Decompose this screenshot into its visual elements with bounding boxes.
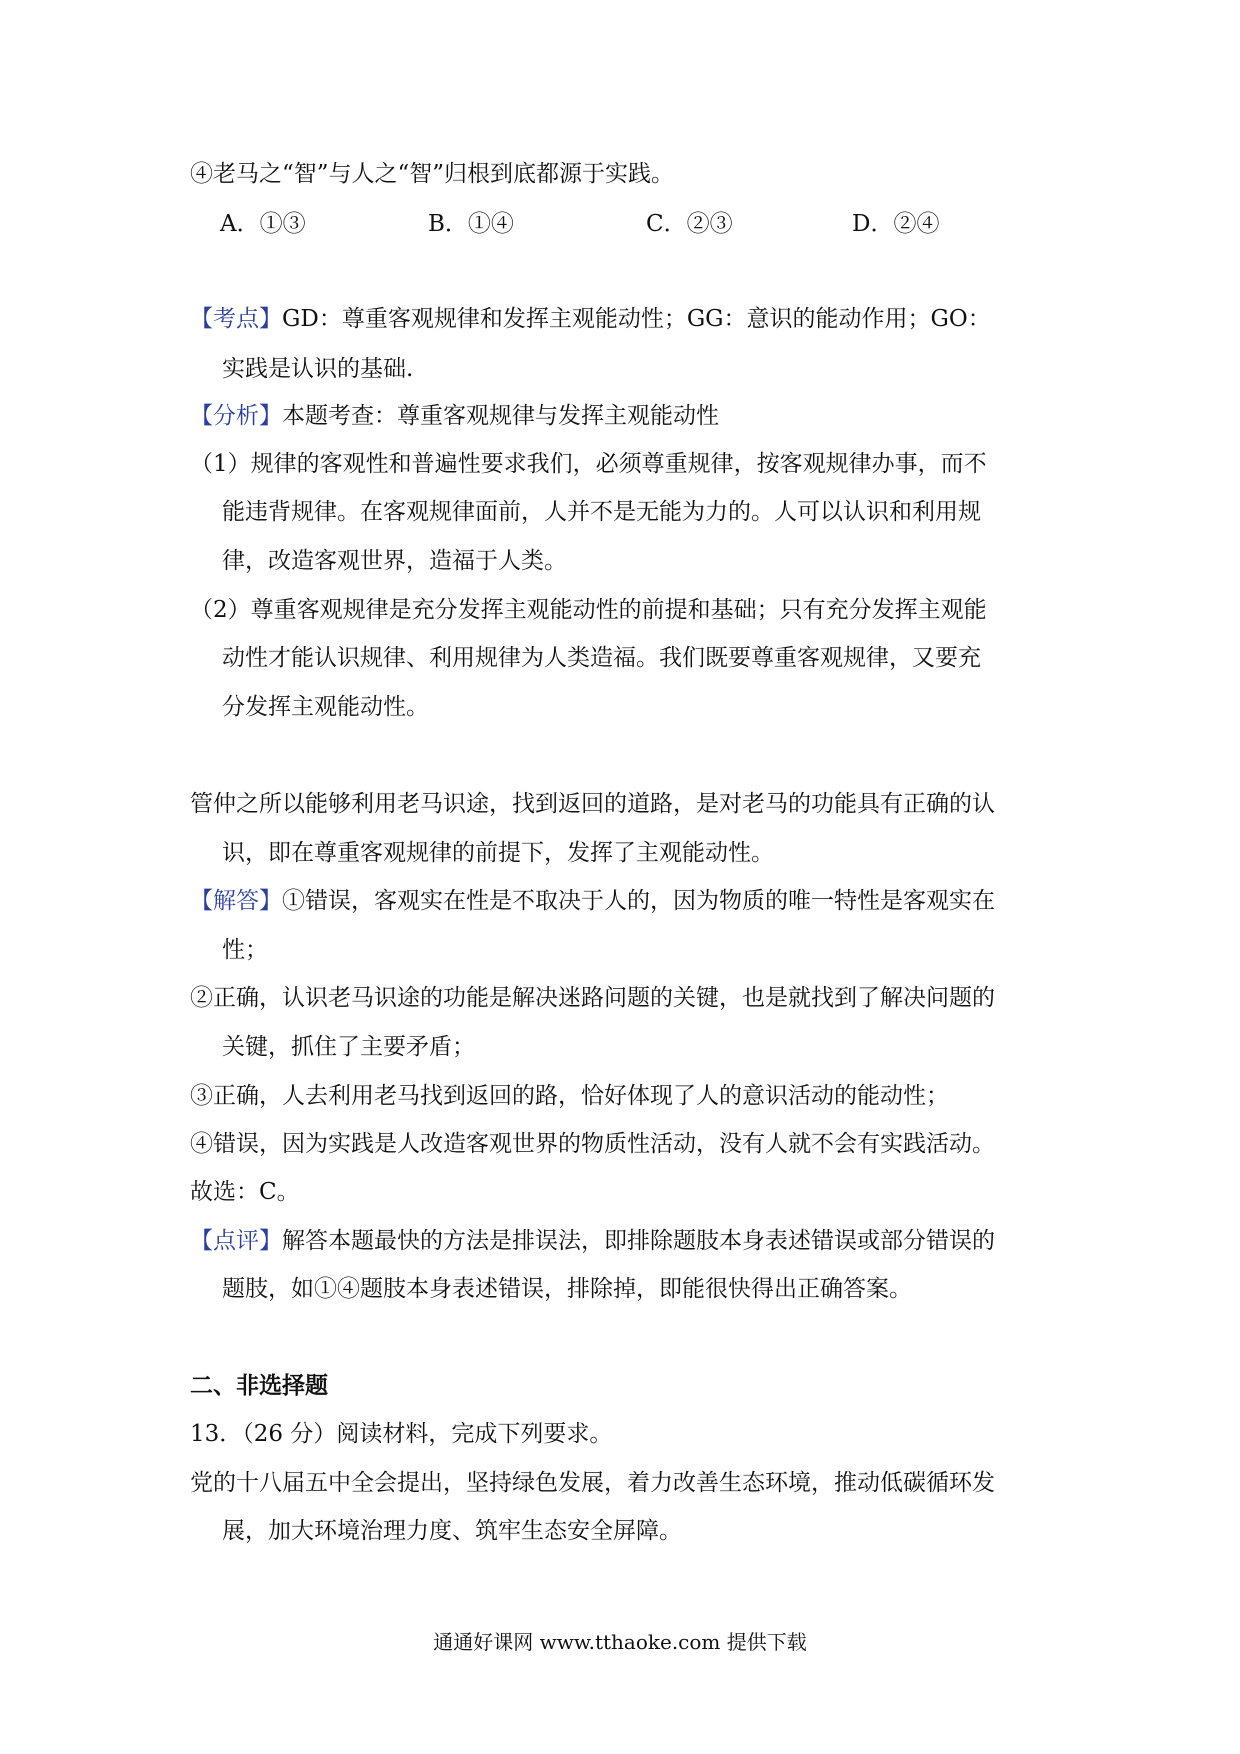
option-d: D．②④	[852, 211, 940, 237]
fenxi-p2-line-3: 分发挥主观能动性。	[222, 694, 429, 720]
jieda-item-3: ③正确，人去利用老马找到返回的路，恰好体现了人的意识活动的能动性；	[190, 1083, 949, 1109]
material-line-1: 党的十八届五中全会提出，坚持绿色发展，着力改善生态环境，推动低碳循环发	[190, 1470, 995, 1496]
fenxi-p1-line-3: 律，改造客观世界，造福于人类。	[222, 548, 567, 574]
fenxi-line-1: 【分析】本题考查：尊重客观规律与发挥主观能动性	[190, 403, 719, 429]
jieda-item-2-line-1: ②正确，认识老马识途的功能是解决迷路问题的关键，也是就找到了解决问题的	[190, 985, 995, 1011]
option-c: C．②③	[646, 211, 733, 237]
section-heading: 二、非选择题	[190, 1372, 328, 1399]
page-footer: 通通好课网 www.tthaoke.com 提供下载	[433, 1630, 807, 1654]
dianping-tag: 【点评】	[190, 1228, 282, 1254]
kaodian-line-1: 【考点】GD：尊重客观规律和发挥主观能动性；GG：意识的能动作用；GO：	[190, 306, 991, 332]
jieda-line-1: 【解答】①错误，客观实在性是不取决于人的，因为物质的唯一特性是客观实在	[190, 888, 995, 914]
jieda-item-2-line-2: 关键，抓住了主要矛盾；	[222, 1034, 475, 1060]
fenxi-tag: 【分析】	[190, 403, 282, 429]
option-a: A．①③	[220, 211, 306, 237]
jieda-item-4: ④错误，因为实践是人改造客观世界的物质性活动，没有人就不会有实践活动。	[190, 1131, 995, 1157]
kaodian-line-2: 实践是认识的基础.	[222, 356, 414, 382]
fenxi-p2-line-2: 动性才能认识规律、利用规律为人类造福。我们既要尊重客观规律，又要充	[222, 645, 981, 671]
option-b: B．①④	[428, 211, 514, 237]
fenxi-p3-line-2: 识，即在尊重客观规律的前提下，发挥了主观能动性。	[222, 840, 774, 866]
jieda-tag: 【解答】	[190, 888, 282, 914]
fenxi-p3-line-1: 管仲之所以能够利用老马识途，找到返回的道路，是对老马的功能具有正确的认	[190, 791, 995, 817]
kaodian-tag: 【考点】	[190, 306, 282, 332]
question-statement-4: ④老马之“智”与人之“智”归根到底都源于实践。	[190, 161, 675, 187]
material-line-2: 展，加大环境治理力度、筑牢生态安全屏障。	[222, 1518, 682, 1544]
fenxi-p1-line-2: 能违背规律。在客观规律面前，人并不是无能为力的。人可以认识和利用规	[222, 499, 981, 525]
jieda-line-2: 性；	[222, 937, 268, 963]
dianping-line-1: 【点评】解答本题最快的方法是排误法，即排除题肢本身表述错误或部分错误的	[190, 1228, 995, 1254]
fenxi-p1-line-1: （1）规律的客观性和普遍性要求我们，必须尊重规律，按客观规律办事，而不	[190, 451, 987, 477]
dianping-line-2: 题肢，如①④题肢本身表述错误，排除掉，即能很快得出正确答案。	[222, 1276, 912, 1302]
fenxi-p2-line-1: （2）尊重客观规律是充分发挥主观能动性的前提和基础；只有充分发挥主观能	[190, 597, 987, 623]
answer-options	[220, 208, 980, 240]
question-13: 13．（26 分）阅读材料，完成下列要求。	[190, 1421, 613, 1447]
answer-line: 故选：C。	[190, 1179, 300, 1205]
